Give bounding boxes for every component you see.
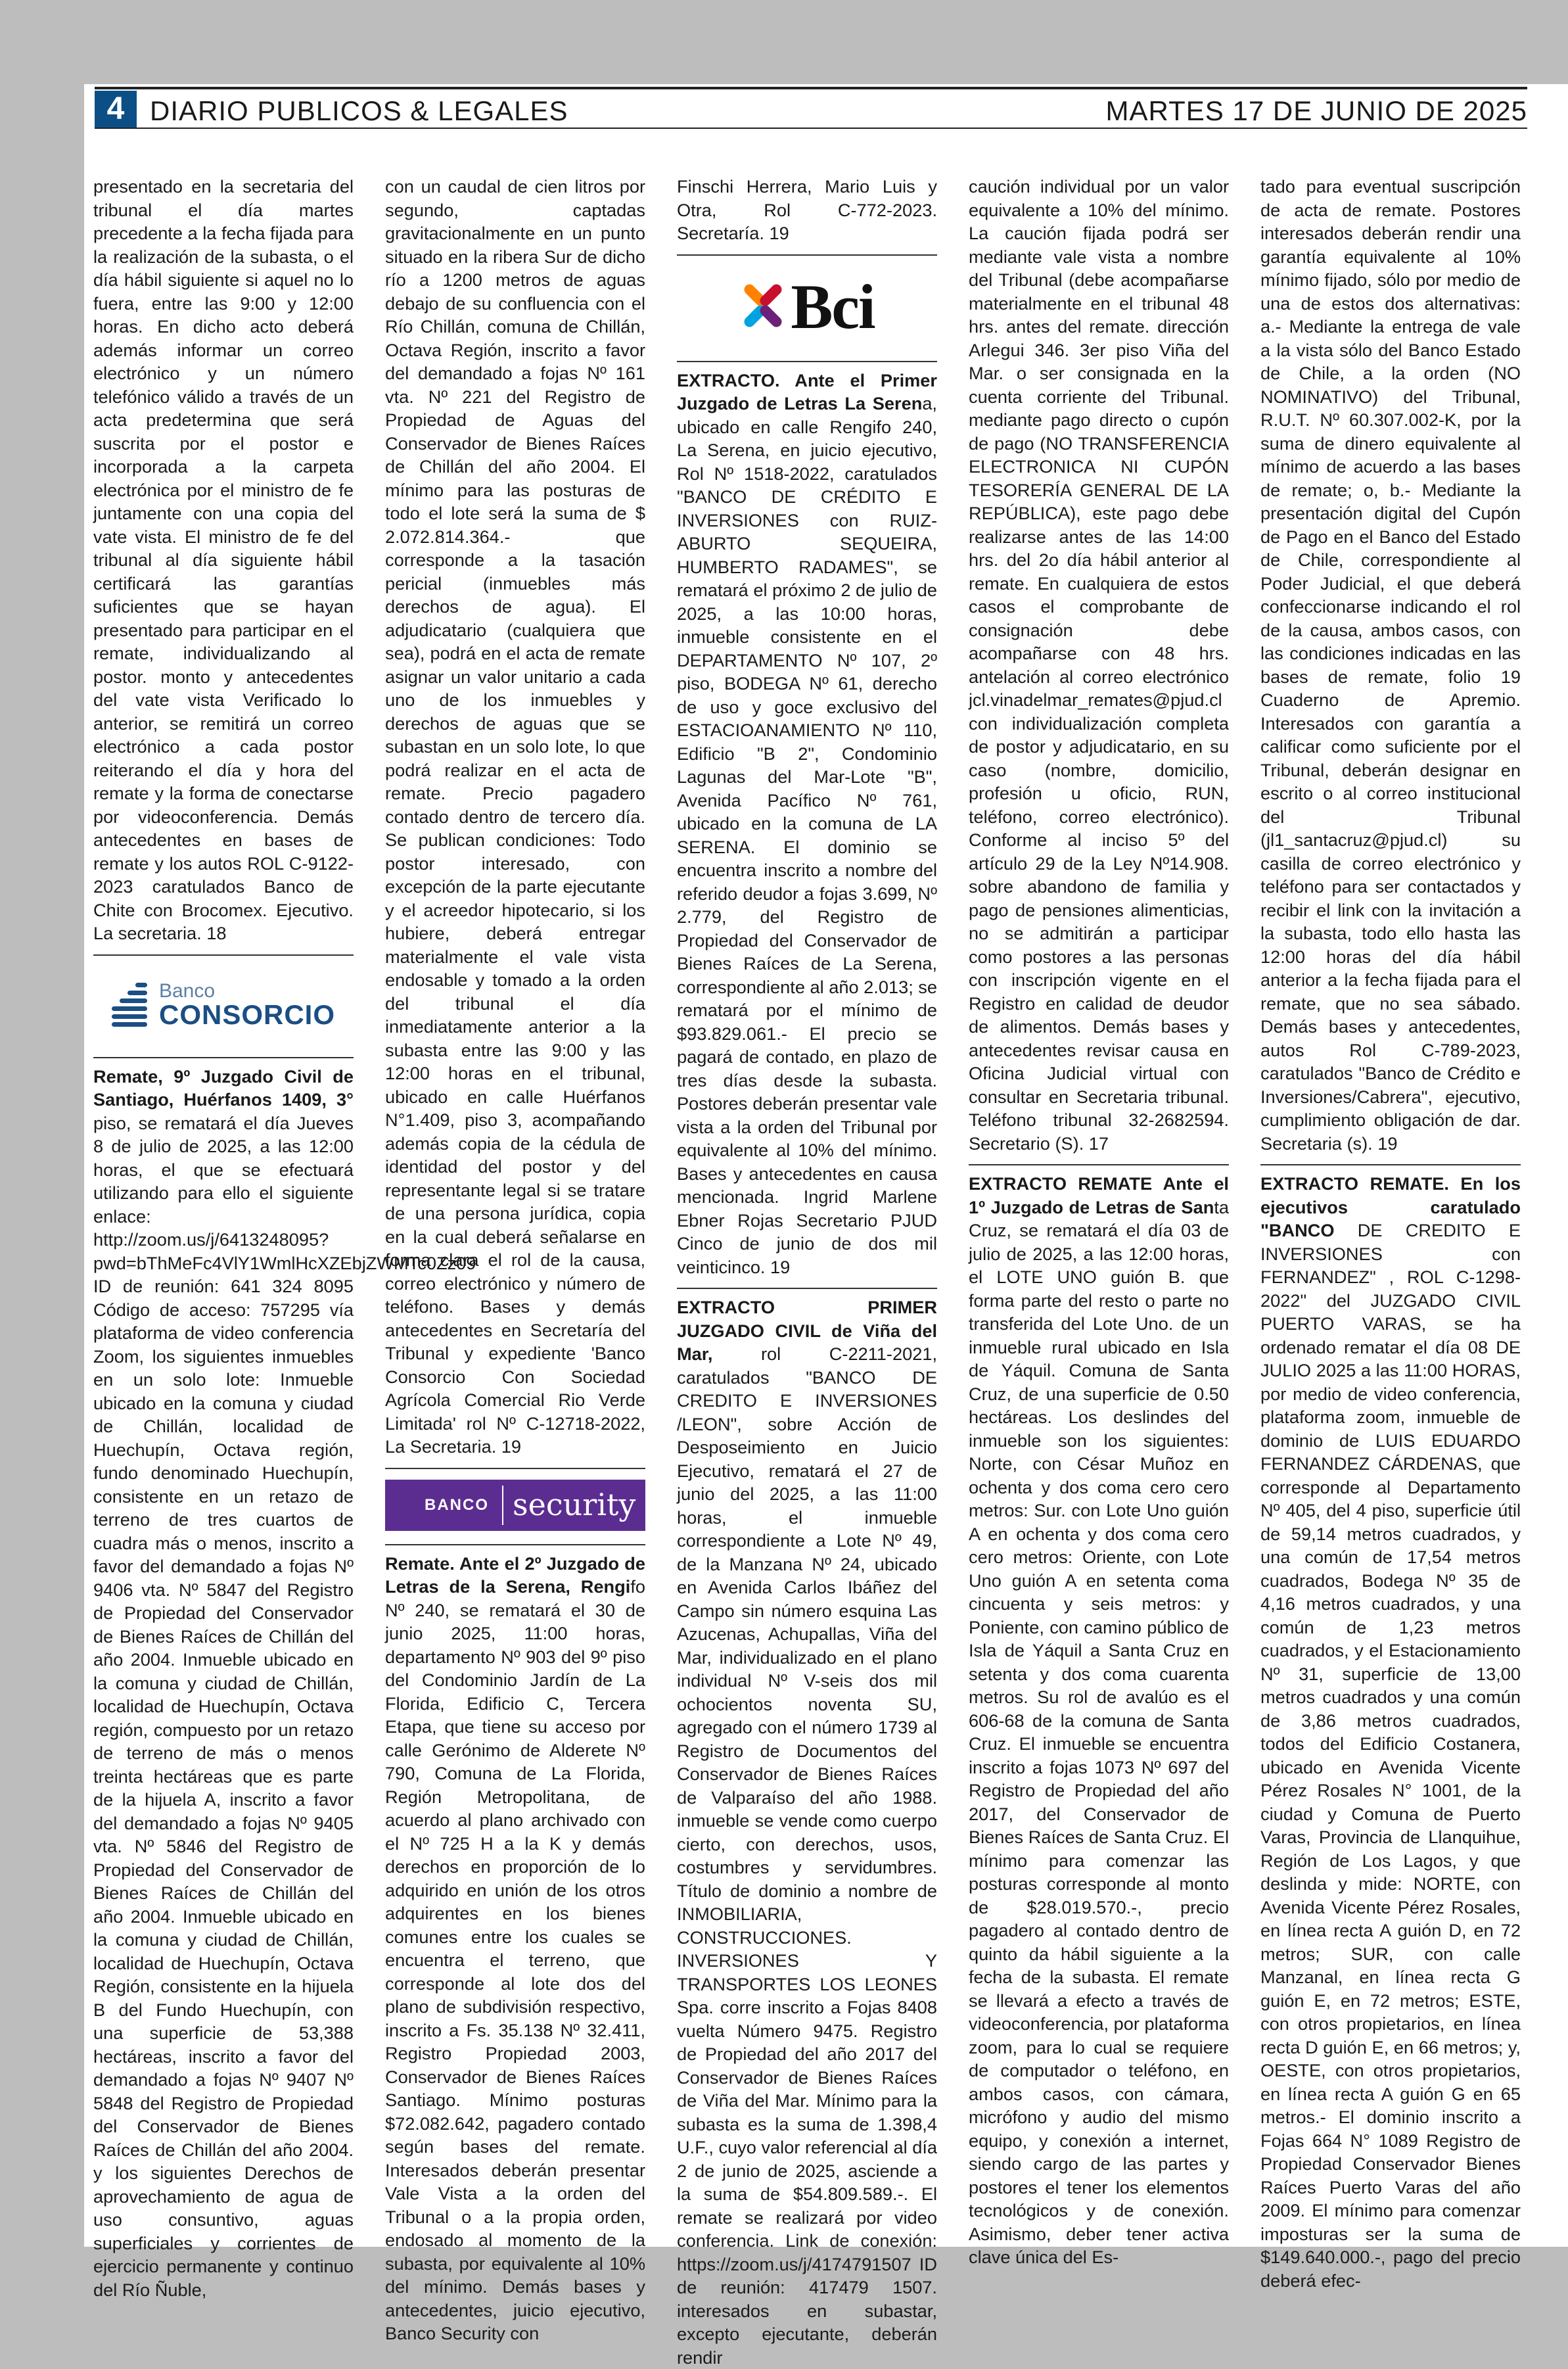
notice-extracto-vina-del-mar: [677, 1296, 937, 2369]
notice-continued: Finschi Herrera, Mario Luis y Otra, Rol C-772-2023. Secretaría. 19: [677, 176, 937, 243]
logo-text-small: BANCO: [385, 1486, 503, 1525]
notice-lead: EXTRACTO REMATE Ante el 1º Juzgado de Letras de San: [969, 1173, 1229, 1217]
notice-lead: EXTRACTO REMATE. En los ejecutivos caratulado "BANCO: [1260, 1173, 1521, 1240]
bci-x-icon: [739, 283, 787, 331]
divider: [1260, 1164, 1521, 1165]
divider: [677, 254, 937, 256]
banco-security-logo: [385, 1480, 645, 1531]
column-1: [93, 175, 476, 2300]
logo-text-small: Banco: [158, 979, 216, 1002]
divider: [385, 1544, 645, 1545]
divider: [93, 954, 354, 956]
logo-text-big: CONSORCIO: [158, 998, 335, 1030]
notice-remate-la-serena: [385, 1552, 645, 2345]
newspaper-page: [84, 84, 1568, 2368]
notice-lead: EXTRACTO. Ante el Primer Juzgado de Letras La Seren: [677, 369, 937, 413]
bci-logo: [677, 262, 937, 352]
notice-lead: Remate. Ante el 2º Juzgado de Letras de la Serena, Rengi: [385, 1553, 645, 1597]
notice-extracto-santa-cruz: [969, 1172, 1229, 2269]
banco-consorcio-logo: [93, 962, 354, 1048]
notice-body: DE CREDITO E INVERSIONES con FERNANDEZ" , ROL C-1298-2022" del JUZGADO CIVIL PUERTO VARAS, se ha ordenado rematar el día 08 DE JULIO 2025 a las 11:00 HORAS, por medio de video conferencia, plataforma zoom, inmueble de dominio de LUIS EDUARDO FERNANDEZ CÁRDENAS, que corresponde al Departamento Nº 405, del 4 piso, superficie útil de 59,14 metros cuadrados, y una común de 17,54 metros cuadrados, Bodega Nº 35 de 4,16 metros cuadrados, y una común de 1,23 metros cuadrados, y el Estacionamiento Nº 31, superficie de 13,00 metros cuadrados y una común de 3,86 metros cuadrados, todos del Edificio Costanera, ubicado en Avenida Vicente Pérez Rosales N° 1001, de la ciudad y Comuna de Puerto Varas, Provincia de Llanquihue, Región de Los Lagos, y que deslinda y mide: NORTE, con Avenida Vicente Pérez Rosales, en línea recta A guión D, en 72 metros; SUR, con calle Manzanal, en línea recta G guión E, en 72 metros; ESTE, con otros propietarios, en línea recta D guión E, en 66 metros; y, OESTE, con otros propietarios, en línea recta A guión G en 65 metros.- El dominio inscrito a Fojas 664 N° 1089 Registro de Propiedad Conservador Bienes Raíces Puerto Varas del año 2009. El mínimo para comenzar imposturas ser la suma de $149.640.000.-, pago del precio deberá efec-: [1260, 1220, 1521, 2291]
column-4: [969, 175, 1229, 2267]
column-2: [385, 175, 645, 2343]
divider: [677, 1288, 937, 1289]
notice-continued: tado para eventual suscripción de acta de remate. Postores interesados deberán rendir una garantía equivalente al 10% mínimo fijado, sólo por medio de una de estos dos alternativas: a.- Mediante la entrega de vale a la vista sólo del Banco Estado de Chile, a la orden (NO NOMINATIVO) del Tribunal, R.U.T. Nº 60.307.002-K, por la suma de dinero equivalente al mínimo de acuerdo a las bases de remate; o, b.- Mediante la presentación digital del Cupón de Pago en el Banco del Estado de Chile, correspondiente al Poder Judicial, el que deberá confeccionarse indicando el rol de la causa, ambos casos, con las condiciones indicadas en las bases de remate, folio 19 Cuaderno de Apremio. Interesados con garantía a calificar como suficiente por el Tribunal, deberán designar en escrito o al correo institucional del Tribunal (jl1_santacruz@pjud.cl) su casilla de correo electrónico y teléfono para ser contactados y recibir el link con la invitación a la subasta, todo ello hasta las 12:00 horas del día hábil anterior a la fecha fijada para el remate, que no sea sábado. Demás bases y antecedentes, autos Rol C-789-2023, caratulados "Banco de Crédito e Inversiones/Cabrera", ejecutivo, cumplimiento obligación de dar. Secretaria (s). 19: [1260, 176, 1521, 1154]
consorcio-stripes-icon: [112, 983, 147, 1027]
notice-lead: EXTRACTO PRIMER JUZGADO CIVIL de Viña del Mar,: [677, 1297, 937, 1364]
divider: [385, 1468, 645, 1469]
publication-date: MARTES 17 DE JUNIO DE 2025: [1105, 95, 1527, 126]
notice-body: a, ubicado en calle Rengifo 240, La Serena, en juicio ejecutivo, Rol Nº 1518-2022, caratulados "BANCO DE CRÉDITO E INVERSIONES con RUIZ-ABURTO SEQUEIRA, HUMBERTO RADAMES", se rematará el próximo 2 de julio de 2025, a las 10:00 horas, inmueble consistente en el DEPARTAMENTO Nº 107, 2º piso, BODEGA Nº 61, derecho de uso y goce exclusivo del ESTACIOANAMIENTO Nº 110, Edificio "B 2", Condominio Lagunas del Mar-Lote "B", Avenida Pacífico Nº 761, ubicado en la comuna de LA SERENA. El dominio se encuentra inscrito a nombre del referido deudor a fojas 3.699, Nº 2.779, del Registro de Propiedad del Conservador de Bienes Raíces de La Serena, correspondiente al año 2.013; se rematará por el mínimo de $93.829.061.- El precio se pagará de contado, en plazo de tres días desde la subasta. Postores deberán presentar vale vista a la orden del Tribunal por equivalente al 10% del mínimo. Bases y antecedentes en causa mencionada. Ingrid Marlene Ebner Rojas Secretario PJUD Cinco de junio de dos mil veinticinco. 19: [677, 393, 938, 1277]
notice-body: fo Nº 240, se rematará el 30 de junio 2025, 11:00 horas, departamento Nº 903 del 9º piso del Condominio Jardín de La Florida, Edificio C, Tercera Etapa, que tiene su acceso por calle Gerónimo de Alderete Nº 790, Comuna de La Florida, Región Metropolitana, de acuerdo al plano archivado con el Nº 725 H a la K y demás derechos en proporción de lo adquirido en unión de los otros adquirentes en los bienes comunes entre los cuales se encuentra el terreno, que corresponde al lote dos del plano de subdivisión respectivo, inscrito a Fs. 35.138 Nº 32.411, Registro Propiedad 2003, Conservador de Bienes Raíces Santiago. Mínimo posturas $72.082.642, pagadero contado según bases del remate. Interesados deberán presentar Vale Vista a la orden del Tribunal o a la propia orden, endosado al momento de la subasta, por equivalente al 10% del mínimo. Demás bases y antecedentes, juicio ejecutivo, Banco Security con: [385, 1576, 645, 2343]
notice-body: rol C-2211-2021, caratulados "BANCO DE CREDITO E INVERSIONES /LEON", sobre Acción de Desposeimiento en Juicio Ejecutivo, rematará el 27 de junio del 2025, a las 11:00 horas, el inmueble correspondiente a Lote Nº 49, de la Manzana Nº 24, ubicado en Avenida Carlos Ibáñez del Campo sin número esquina Las Azucenas, Achupallas, Viña del Mar, individualizado en el plano individual Nº V-seis dos mil ochocientos noventa SU, agregado con el número 1739 al Registro de Documentos del Conservador de Bienes Raíces de Valparaíso del año 1988. inmueble se vende como cuerpo cierto, con derechos, usos, costumbres y servidumbres. Título de dominio a nombre de INMOBILIARIA, CONSTRUCCIONES. INVERSIONES Y TRANSPORTES LOS LEONES Spa. corre inscrito a Fojas 8408 vuelta Número 9475. Registro de Propiedad del año 2017 del Conservador de Bienes Raíces de Viña del Mar. Mínimo para la subasta es la suma de 1.398,4 U.F., cuyo valor referencial al día 2 de junio de 2025, asciende a la suma de $54.809.589.-. El remate se realizará por video conferencia. Link de conexión: https://zoom.us/j/4174791507 ID de reunión: 417479 1507. interesados en subastar, excepto ejecutante, deberán rendir: [677, 1344, 937, 2368]
notice-body: ta Cruz, se rematará el día 03 de julio de 2025, a las 12:00 horas, el LOTE UNO guión B. que forma parte del resto o parte no transferida del Lote Uno. de un inmueble rural ubicado en Isla de Yáquil. Comuna de Santa Cruz, de una superficie de 0.50 hectáreas. Los deslindes del inmueble son los siguientes: Norte, con César Muñoz en ochenta y dos coma cero cero metros: Sur. con Lote Uno guión A en ochenta y dos coma cero cero metros: Oriente, con Lote Uno guión A en setenta coma cincuenta y seis metros: y Poniente, con camino público de Isla de Yáquil a Santa Cruz en setenta y dos coma cuarenta metros. Su rol de avalúo es el 606-68 de la comuna de Santa Cruz. El inmueble se encuentra inscrito a fojas 1073 Nº 697 del Registro de Propiedad del año 2017, del Conservador de Bienes Raíces de Santa Cruz. El mínimo para comenzar las posturas corresponde al monto de $28.019.570.-, precio pagadero al contado dentro de quinto da hábil siguiente a la fecha de la subasta. El remate se llevará a efecto a través de videoconferencia, por plataforma zoom, para lo cual se requiere de computador o teléfono, en ambos casos, con cámara, micrófono y audio del mismo equipo, y conexión a internet, siendo cargo de las partes y postores el tener los elementos tecnológicos y de conexión. Asimismo, deber tener activa clave única del Es-: [969, 1196, 1229, 2267]
logo-text-big: security: [513, 1486, 636, 1522]
notice-extracto-la-serena: [677, 369, 937, 1279]
notice-body: piso, se rematará el día Jueves 8 de julio de 2025, a las 12:00 horas, el que se efectuará utilizando para ello el siguiente enlace: http://zoom.us/j/6413248095?pwd=bThMeFc4VlY1WmlHcXZEbjZWMTc0Zz09 ID de reunión: 641 324 8095 Código de acceso: 757295 vía plataforma de video conferencia Zoom, los siguientes inmuebles en un solo lote: Inmueble ubicado en la comuna y ciudad de Chillán, localidad de Huechupín, Octava región, fundo denominado Huechupín, consistente en un retazo de terreno de tres cuartos de cuadra más o menos, inscrito a favor del demandado a fojas Nº 9406 vta. Nº 5847 del Registro de Propiedad del Conservador de Bienes Raíces de Chillán del año 2004. Inmueble ubicado en la comuna y ciudad de Chillán, localidad de Huechupín, Octava región, compuesto por un retazo de terreno de más o menos treinta hectáreas que es parte de la hijuela A, inscrito a favor del demandado a fojas Nº 9405 vta. Nº 5846 del Registro de Propiedad del Conservador de Bienes Raíces de Chillán del año 2004. Inmueble ubicado en la comuna y ciudad de Chillán, localidad de Huechupín, Octava Región, consistente en la hijuela B del Fundo Huechupín, con una superficie de 53,388 hectáreas, inscrito a favor del demandado a fojas Nº 9407 Nº 5848 del Registro de Propiedad del Conservador de Bienes Raíces de Chillán del año 2004. y los siguientes Derechos de aprovechamiento de agua de uso consuntivo, aguas superficiales y corrientes de ejercicio permanente y continuo del Río Ñuble,: [93, 1112, 476, 2300]
notice-extracto-puerto-varas: [1260, 1172, 1521, 2292]
publication-title: DIARIO PUBLICOS & LEGALES: [150, 95, 568, 126]
page-header: [95, 87, 1527, 129]
page-number-badge: 4: [95, 91, 137, 128]
notice-continued: presentado en la secretaria del tribunal el día martes precedente a la fecha fijada para la realización de la subasta, o el día hábil siguiente si aquel no lo fuera, entre las 9:00 y 12:00 horas. En dicho acto deberá además informar un correo electrónico y un número telefónico válido a través de un acta predetermina que será suscrita por el postor e incorporada a la carpeta electrónica por el ministro de fe juntamente con una copia del vate vista. El ministro de fe del tribunal al día siguiente hábil certificará las garantías suficientes que se hayan presentado para participar en el remate, individualizando al postor. monto y antecedentes del vate vista Verificado lo anterior, se remitirá un correo electrónico a cada postor reiterando el día y hora del remate y la forma de conectarse por videoconferencia. Demás antecedentes en bases de remate y los autos ROL C-9122-2023 caratulados Banco de Chite con Brocomex. Ejecutivo. La secretaria. 18: [93, 176, 354, 943]
column-3: [677, 175, 938, 2368]
logo-text-big: Bci: [791, 271, 875, 342]
notice-continued: caución individual por un valor equivalente a 10% del mínimo. La caución fijada podrá ser mediante vale vista a nombre del Tribunal (debe acompañarse materialmente en el tribunal 48 hrs. antes del remate. dirección Arlegui 346. 3er piso Viña del Mar. o ser consignada en la cuenta corriente del Tribunal. mediante pago directo o cupón de pago (NO TRANSFERENCIA ELECTRONICA NI CUPÓN TESORERÍA GENERAL DE LA REPÚBLICA), este pago debe realizarse antes de las 14:00 hrs. del 2o día hábil anterior al remate. En cualquiera de estos casos el comprobante de consignación debe acompañarse con 48 hrs. antelación al correo electrónico jcl.vinadelmar_remates@pjud.cl con individualización completa de postor y adjudicatario, en su caso (nombre, domicilio, profesión u oficio, RUN, teléfono, correo electrónico). Conforme al inciso 5º del artículo 29 de la Ley Nº14.908. sobre abandono de familia y pago de pensiones alimenticias, no se admitirán a participar como postores a las personas con inscripción vigente en el Registro en calidad de deudor de alimentos. Demás bases y antecedentes revisar causa en Oficina Judicial virtual con consultar en Secretaria tribunal. Teléfono tribunal 32-2682594. Secretario (S). 17: [969, 176, 1229, 1154]
divider: [93, 1057, 354, 1058]
notice-lead: Remate, 9º Juzgado Civil de Santiago, Huérfanos 1409, 3°: [93, 1066, 354, 1110]
column-5: [1260, 175, 1521, 2291]
divider: [969, 1164, 1229, 1165]
divider: [677, 361, 937, 362]
notice-continued: con un caudal de cien litros por segundo, captadas gravitacionalmente en un punto situado en la ribera Sur de dicho río a 1200 metros de aguas debajo de su confluencia con el Río Chillán, comuna de Chillán, Octava Región, inscrito a favor del demandado a fojas Nº 161 vta. Nº 221 del Registro de Propiedad de Aguas del Conservador de Bienes Raíces de Chillán del año 2004. El mínimo para las posturas de todo el lote será la suma de $ 2.072.814.364.- que corresponde a la tasación pericial (inmuebles más derechos de agua). El adjudicatario (cualquiera que sea), podrá en el acta de remate asignar un valor unitario a cada uno de los inmuebles y derechos de aguas que se subastan en un solo lote, lo que podrá realizar en el acta de remate. Precio pagadero contado dentro de tercero día. Se publican condiciones: Todo postor interesado, con excepción de la parte ejecutante y el acreedor hipotecario, si los hubiere, deberá entregar materialmente el vale vista endosable y tomado a la orden del tribunal el día inmediatamente anterior a la subasta entre las 9:00 y las 12:00 horas en el tribunal, ubicado en calle Huérfanos N°1.409, piso 3, acompañando además copia de la cédula de identidad del postor y del representante legal si se tratare de una persona jurídica, copia en la cual deberá señalarse en forma clara el rol de la causa, correo electrónico y número de teléfono. Bases y demás antecedentes en Secretaría del Tribunal y expediente 'Banco Consorcio Con Sociedad Agrícola Comercial Rio Verde Limitada' rol Nº C-12718-2022, La Secretaria. 19: [385, 176, 645, 1457]
